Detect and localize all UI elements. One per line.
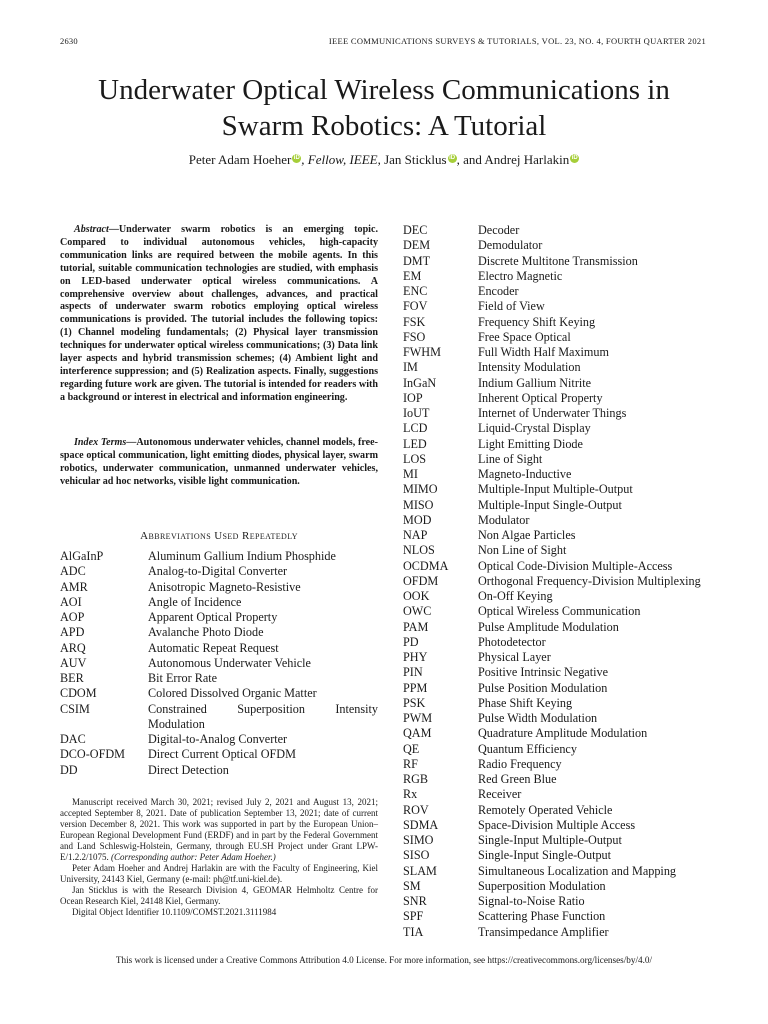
abbreviation-definition: Analog-to-Digital Converter	[148, 564, 288, 579]
abbreviation-definition: Optical Wireless Communication	[478, 604, 641, 619]
abbreviation-term: RF	[403, 756, 418, 771]
abbreviation-term: PIN	[403, 665, 423, 680]
abbreviation-definition: Remotely Operated Vehicle	[478, 802, 613, 817]
abbreviation-definition: Non Algae Particles	[478, 528, 576, 542]
abbreviation-row	[403, 696, 708, 711]
abbreviation-row	[60, 580, 378, 595]
abbreviation-term: SPF	[403, 909, 424, 924]
abbreviation-row	[403, 513, 708, 528]
abbreviation-definition: Colored Dissolved Organic Matter	[148, 686, 317, 701]
abbreviation-term: InGaN	[403, 375, 437, 390]
abbreviation-term: RGB	[403, 772, 429, 786]
abbreviation-definition: Discrete Multitone Transmission	[478, 253, 638, 268]
abbreviation-row	[403, 528, 708, 543]
orcid-icon[interactable]: iD	[571, 154, 578, 161]
abbreviation-row	[60, 549, 378, 564]
abbreviation-definition: Single-Input Single-Output	[478, 848, 612, 863]
abbreviation-definition: Light Emitting Diode	[478, 436, 583, 451]
abbreviation-definition: Positive Intrinsic Negative	[478, 665, 608, 680]
abbreviation-term: PHY	[403, 650, 428, 664]
abbreviation-definition: Apparent Optical Property	[148, 610, 278, 624]
author-affiliation: , Fellow, IEEE	[301, 152, 378, 167]
abbreviation-row	[403, 269, 708, 284]
abbreviation-row	[403, 589, 708, 604]
abbreviation-definition: On-Off Keying	[478, 589, 553, 603]
orcid-icon[interactable]: iD	[449, 154, 456, 161]
abbreviation-definition: Constrained Superposition Intensity Modulation	[148, 701, 378, 731]
abbreviation-term: LOS	[403, 451, 427, 466]
abbreviation-row	[403, 909, 708, 924]
abbreviation-definition: Radio Frequency	[478, 756, 562, 771]
author-hoeher: Peter Adam Hoeher	[188, 152, 292, 167]
journal-name: IEEE COMMUNICATIONS SURVEYS & TUTORIALS, VOL. 23, NO. 4, FOURTH QUARTER 2021	[328, 36, 706, 46]
abbreviation-row	[403, 925, 708, 940]
index-terms	[60, 437, 378, 489]
abbreviation-row	[403, 650, 708, 665]
abbreviation-definition: Photodetector	[478, 634, 546, 649]
abbreviation-term: NAP	[403, 528, 428, 542]
abbreviation-definition: Angle of Incidence	[148, 594, 242, 609]
footnote	[60, 797, 378, 918]
abbreviation-term: ENC	[403, 284, 428, 298]
abbreviation-term: IOP	[403, 390, 423, 405]
abbreviation-term: OFDM	[403, 573, 439, 588]
abbreviation-definition: Receiver	[478, 787, 522, 802]
abbreviation-term: PAM	[403, 619, 429, 634]
abbreviation-definition: Autonomous Underwater Vehicle	[148, 655, 311, 670]
abbreviation-row	[60, 671, 378, 686]
abbreviation-term: FWHM	[403, 345, 441, 359]
abbreviation-term: FSO	[403, 329, 426, 344]
abbreviation-term: DCO-OFDM	[60, 747, 126, 762]
abbreviation-term: QE	[403, 741, 420, 756]
index-terms-label: Index Terms	[74, 437, 127, 448]
abbreviation-definition: Pulse Position Modulation	[478, 680, 608, 695]
abbreviation-term: SIMO	[403, 833, 434, 847]
abbreviation-row	[403, 254, 708, 269]
abbreviation-definition: Demodulator	[478, 238, 543, 253]
abbreviation-definition: Modulator	[478, 512, 530, 527]
abbreviation-term: MISO	[403, 497, 434, 512]
abbreviation-row	[60, 747, 378, 762]
abbreviation-row	[403, 879, 708, 894]
abbreviation-row	[60, 732, 378, 747]
abbreviation-row	[403, 681, 708, 696]
page-number: 2630	[60, 36, 78, 46]
abbreviation-row	[403, 391, 708, 406]
abstract-text: —Underwater swarm robotics is an emerging topic. Compared to individual autonomous vehicles, high-capacity communication links are required between the mobile agents. In this tutorial, suitable communication technologies are studied, with emphasis on LED-based underwater optical wireless communications. A comprehensive overview about challenges, advances, and practical aspects of underwater swarm robotics employing optical wireless communications is provided. The tutorial includes the following topics: (1) Channel modeling fundamentals; (2) Physical layer transmission techniques for underwater optical wireless communications; (3) Data link layer aspects and hybrid transmission schemes; (4) Ambient light and interference suppression; and (5) Realization aspects. Finally, suggestions regarding future work are given. The tutorial is intended for readers with a background or interest in electrical and information engineering.	[60, 224, 378, 403]
orcid-icon[interactable]: iD	[293, 154, 300, 161]
abbreviation-row	[403, 238, 708, 253]
abbreviation-term: PD	[403, 634, 419, 649]
abbreviation-row	[403, 620, 708, 635]
abbreviation-definition: Full Width Half Maximum	[478, 345, 609, 359]
abbreviation-definition: Superposition Modulation	[478, 878, 606, 893]
abbreviation-definition: Inherent Optical Property	[478, 390, 603, 405]
footnote-affiliation-1: Peter Adam Hoeher and Andrej Harlakin are with the Faculty of Engineering, Kiel University, 24143 Kiel, Germany (e-mail: ph@tf.uni-kiel.de).	[60, 863, 378, 884]
abbreviation-row	[403, 284, 708, 299]
author-sticklus: , Jan Sticklus	[377, 152, 447, 167]
abbreviation-term: APD	[60, 625, 85, 640]
abbreviation-term: CDOM	[60, 686, 97, 701]
abbreviation-term: FOV	[403, 299, 428, 314]
abbreviation-row	[403, 437, 708, 452]
abbreviations-heading: Abbreviations Used Repeatedly	[140, 530, 298, 542]
abbreviation-definition: Space-Division Multiple Access	[478, 817, 636, 832]
abbreviation-definition: Digital-to-Analog Converter	[148, 732, 288, 746]
abbreviation-definition: Orthogonal Frequency-Division Multiplexing	[478, 573, 701, 588]
abbreviation-term: SLAM	[403, 863, 437, 878]
license-notice: This work is licensed under a Creative Commons Attribution 4.0 License. For more information, see https://creativecommons.org/licenses/by/4.0/	[115, 955, 653, 965]
abbreviation-term: NLOS	[403, 543, 435, 558]
abbreviation-row	[403, 665, 708, 680]
abbreviation-definition: Aluminum Gallium Indium Phosphide	[148, 549, 336, 563]
abbreviation-definition: Direct Current Optical OFDM	[148, 747, 296, 762]
abbreviation-definition: Pulse Width Modulation	[478, 711, 598, 725]
abbreviation-term: CSIM	[60, 701, 90, 716]
abbreviation-term: Rx	[403, 787, 418, 802]
abbreviation-term: DAC	[60, 732, 86, 746]
abbreviation-row	[403, 894, 708, 909]
abbreviation-row	[403, 787, 708, 802]
abstract	[60, 224, 378, 405]
abbreviation-term: QAM	[403, 726, 432, 741]
footnote-manuscript-text: Manuscript received March 30, 2021; revised July 2, 2021 and August 13, 2021; accepted September 8, 2021. Date of publication September 13, 2021; date of current version December 8, 2021. This work was supported in part by the European Union–European Regional Development Fund (ERDF) and in part by the Federal Government and Land Schleswig-Holstein, Germany, through EU.SH Project under Grant LPW-E/1.2.2/1075.	[60, 797, 378, 862]
abbreviation-term: TIA	[403, 924, 424, 939]
footnote-affiliation-2: Jan Sticklus is with the Research Division 4, GEOMAR Helmholtz Centre for Ocean Research Kiel, 24148 Kiel, Germany.	[60, 885, 378, 906]
corresponding-author: (Corresponding author: Peter Adam Hoeher.)	[111, 852, 276, 862]
abbreviation-definition: Quadrature Amplitude Modulation	[478, 726, 648, 741]
abbreviation-term: SISO	[403, 848, 430, 863]
abbreviation-row	[403, 574, 708, 589]
abbreviation-definition: Direct Detection	[148, 762, 229, 777]
abbreviation-definition: Transimpedance Amplifier	[478, 924, 609, 939]
abbreviation-definition: Automatic Repeat Request	[148, 640, 279, 655]
abbreviation-row	[403, 711, 708, 726]
abbreviation-definition: Line of Sight	[478, 451, 543, 466]
abbreviation-definition: Intensity Modulation	[478, 360, 581, 375]
abbreviation-definition: Simultaneous Localization and Mapping	[478, 863, 677, 878]
abbreviation-term: DMT	[403, 253, 431, 268]
abbreviation-definition: Magneto-Inductive	[478, 467, 572, 481]
abbreviation-row	[403, 376, 708, 391]
author-harlakin: , and Andrej Harlakin	[456, 152, 570, 167]
abbreviation-term: OWC	[403, 604, 432, 619]
abbreviation-row	[403, 345, 708, 360]
abbreviation-term: LED	[403, 436, 427, 451]
abbreviation-definition: Free Space Optical	[478, 329, 571, 344]
author-line	[60, 152, 708, 168]
abbreviation-row	[60, 641, 378, 656]
abbreviation-row	[403, 559, 708, 574]
abbreviation-term: DEM	[403, 238, 431, 253]
abstract-label: Abstract	[74, 224, 109, 235]
abbreviation-term: PWM	[403, 711, 433, 725]
abbreviation-term: ARQ	[60, 640, 86, 655]
abbreviation-term: OOK	[403, 589, 430, 603]
abbreviation-term: DD	[60, 762, 78, 777]
abbreviation-definition: Physical Layer	[478, 650, 551, 664]
paper-title: Underwater Optical Wireless Communications in Swarm Robotics: A Tutorial	[98, 74, 670, 142]
abbreviation-term: IM	[403, 360, 418, 375]
abbreviation-row	[403, 467, 708, 482]
abbreviation-term: ROV	[403, 802, 429, 817]
abbreviation-term: MOD	[403, 512, 432, 527]
abbreviation-row	[403, 421, 708, 436]
abbreviation-definition: Red Green Blue	[478, 772, 557, 786]
abbreviation-row	[403, 498, 708, 513]
abbreviation-term: AMR	[60, 579, 88, 594]
abbreviation-definition: Electro Magnetic	[478, 268, 563, 283]
abbreviation-definition: Field of View	[478, 299, 545, 314]
abbreviation-row	[403, 223, 708, 238]
abbreviation-term: AOP	[60, 610, 85, 624]
abbreviation-definition: Non Line of Sight	[478, 543, 567, 558]
abbreviation-row	[403, 360, 708, 375]
abbreviation-row	[403, 406, 708, 421]
abbreviation-row	[403, 803, 708, 818]
abbreviation-definition: Scattering Phase Function	[478, 909, 606, 924]
abbreviation-term: SDMA	[403, 817, 439, 832]
abbreviation-row	[60, 564, 378, 579]
abbreviation-definition: Frequency Shift Keying	[478, 314, 596, 329]
abbreviation-row	[60, 625, 378, 640]
abbreviation-definition: Decoder	[478, 223, 520, 237]
abbreviation-definition: Indium Gallium Nitrite	[478, 375, 592, 390]
abbreviation-term: IoUT	[403, 406, 430, 420]
abbreviation-definition: Optical Code-Division Multiple-Access	[478, 558, 673, 573]
abbreviation-definition: Avalanche Photo Diode	[148, 625, 264, 640]
abbreviation-term: AOI	[60, 594, 82, 609]
abbreviation-term: DEC	[403, 223, 428, 237]
abbreviation-row	[60, 656, 378, 671]
abbreviation-row	[403, 757, 708, 772]
abbreviation-row	[403, 482, 708, 497]
abbreviation-row	[403, 864, 708, 879]
abbreviation-row	[60, 763, 378, 778]
abbreviation-term: AlGaInP	[60, 549, 104, 563]
abbreviation-definition: Internet of Underwater Things	[478, 406, 627, 420]
abbreviation-row	[403, 833, 708, 848]
abbreviation-list-right	[403, 223, 708, 940]
abbreviation-term: OCDMA	[403, 558, 449, 573]
abbreviation-term: EM	[403, 268, 422, 283]
abbreviation-definition: Pulse Amplitude Modulation	[478, 619, 619, 634]
abbreviation-row	[403, 848, 708, 863]
abbreviation-row	[403, 315, 708, 330]
abbreviation-row	[403, 772, 708, 787]
abbreviation-definition: Bit Error Rate	[148, 671, 218, 685]
abbreviation-list-left	[60, 549, 378, 778]
abbreviation-row	[403, 330, 708, 345]
abbreviation-term: BER	[60, 671, 84, 685]
abbreviation-term: SM	[403, 878, 421, 893]
footnote-doi: Digital Object Identifier 10.1109/COMST.2021.3111984	[72, 907, 277, 917]
abbreviation-row	[60, 686, 378, 701]
abbreviation-term: LCD	[403, 421, 428, 436]
abbreviation-definition: Phase Shift Keying	[478, 695, 573, 710]
abbreviation-row	[403, 604, 708, 619]
footnote-manuscript	[60, 797, 378, 863]
abbreviation-term: SNR	[403, 894, 427, 908]
abbreviation-row	[403, 543, 708, 558]
abbreviation-row	[403, 635, 708, 650]
abbreviation-row	[60, 610, 378, 625]
abbreviation-row	[403, 299, 708, 314]
abbreviation-row	[60, 702, 378, 733]
abbreviation-term: PPM	[403, 680, 428, 695]
abbreviation-definition: Multiple-Input Multiple-Output	[478, 482, 633, 497]
abbreviation-term: MI	[403, 467, 418, 481]
abbreviation-row	[403, 742, 708, 757]
abbreviation-term: FSK	[403, 314, 426, 329]
abbreviation-row	[403, 818, 708, 833]
abbreviation-row	[60, 595, 378, 610]
index-terms-text: —Autonomous underwater vehicles, channel models, free-space optical communication, light emitting diodes, physical layer, swarm robotics, underwater communication, unmanned underwater vehicles, vehicular ad hoc networks, visible light communication.	[60, 437, 378, 487]
abbreviation-definition: Signal-to-Noise Ratio	[478, 894, 585, 908]
abbreviation-row	[403, 452, 708, 467]
abbreviation-definition: Anisotropic Magneto-Resistive	[148, 579, 301, 594]
abbreviation-term: MIMO	[403, 482, 438, 497]
abbreviation-definition: Multiple-Input Single-Output	[478, 497, 622, 512]
abbreviation-definition: Liquid-Crystal Display	[478, 421, 591, 436]
abbreviation-definition: Single-Input Multiple-Output	[478, 833, 622, 847]
abbreviation-term: PSK	[403, 695, 426, 710]
abbreviation-term: AUV	[60, 655, 87, 670]
abbreviation-term: ADC	[60, 564, 86, 579]
abbreviation-definition: Encoder	[478, 284, 519, 298]
abbreviation-row	[403, 726, 708, 741]
abbreviation-definition: Quantum Efficiency	[478, 741, 577, 756]
